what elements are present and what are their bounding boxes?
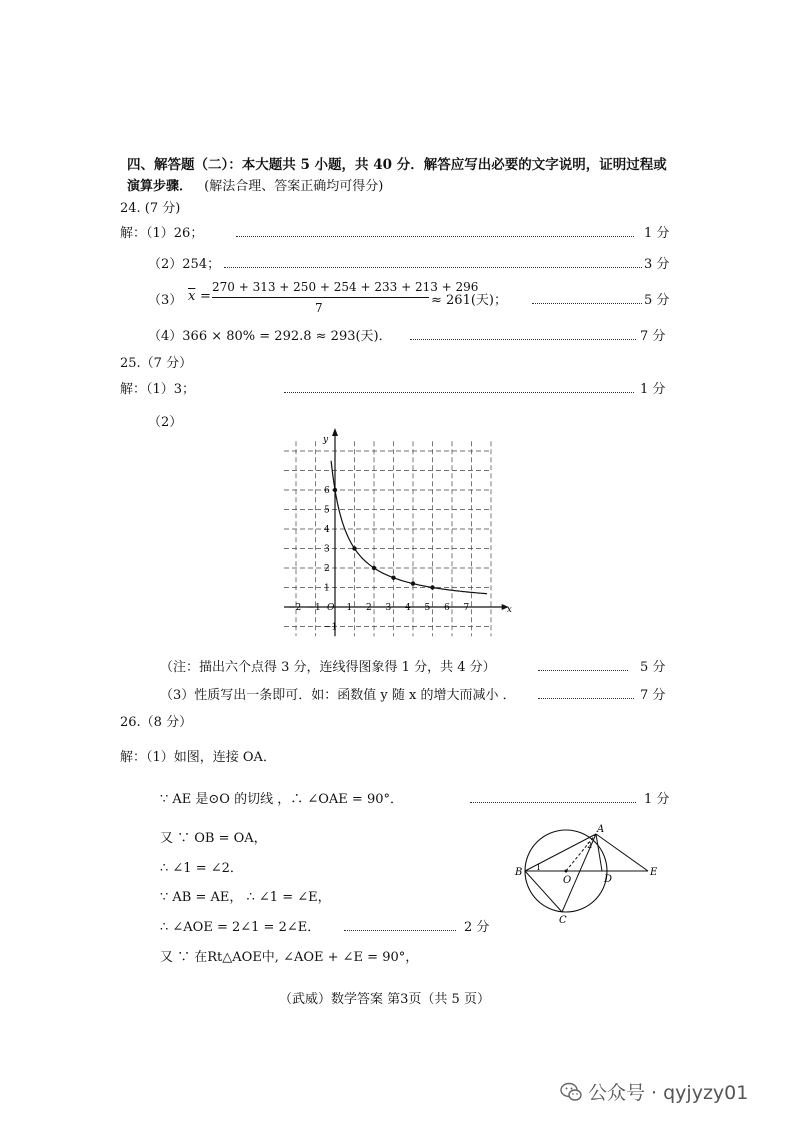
q25-part3-score: 7 分 bbox=[640, 688, 666, 703]
x-tick-label: −1 bbox=[307, 603, 321, 613]
x-tick-label: −2 bbox=[288, 603, 302, 613]
label-a: A bbox=[597, 824, 605, 835]
page-footer: （武威）数学答案 第3页（共 5 页） bbox=[279, 992, 490, 1007]
q25-note: （注：描出六个点得 3 分，连线得图象得 1 分，共 4 分） bbox=[160, 660, 496, 675]
q24-part4-score: 7 分 bbox=[640, 329, 666, 344]
x-tick-label: O bbox=[327, 603, 335, 613]
q26-line2: ∵ AE 是⊙O 的切线 ，∴ ∠OAE = 90°． bbox=[160, 792, 403, 807]
y-tick-label: 3 bbox=[324, 544, 330, 555]
data-point bbox=[411, 581, 415, 585]
q25-part1-score: 1 分 bbox=[640, 382, 666, 397]
x-tick-label: 5 bbox=[424, 603, 431, 613]
wechat-icon bbox=[560, 1082, 582, 1102]
x-tick-label: 2 bbox=[366, 603, 372, 613]
line-ad bbox=[596, 834, 602, 871]
x-tick-label: 1 bbox=[346, 603, 353, 613]
q24-fraction-bar bbox=[212, 297, 429, 298]
data-point bbox=[333, 488, 337, 492]
data-point bbox=[352, 546, 356, 550]
q24-part2-score: 3 分 bbox=[644, 257, 670, 272]
q24-part4: （4）366 × 80% = 292.8 ≈ 293(天)． bbox=[148, 329, 392, 344]
q25-part2-label: （2） bbox=[148, 415, 183, 430]
q24-part2: （2）254； bbox=[148, 257, 221, 272]
label-e: E bbox=[650, 867, 658, 878]
q26-line6: ∴ ∠AOE = 2∠1 = 2∠E． bbox=[160, 920, 321, 935]
x-axis-label: x bbox=[506, 605, 512, 615]
q24-result: ≈ 261(天)； bbox=[431, 293, 507, 308]
q24-part1: 解：（1）26； bbox=[120, 226, 204, 241]
q24-part3-label: （3） bbox=[148, 293, 183, 308]
q24-part4-leader bbox=[410, 339, 636, 340]
x-tick-label: 4 bbox=[405, 603, 411, 613]
line-oa-dashed bbox=[566, 834, 596, 871]
q26-line5: ∵ AB = AE， ∴ ∠1 = ∠E， bbox=[160, 890, 331, 905]
q24-mean-symbol: $\overline{x}$ bbox=[188, 289, 196, 304]
center-dot bbox=[565, 870, 568, 873]
function-graph bbox=[270, 425, 512, 643]
q25-part3-leader bbox=[538, 698, 634, 699]
x-tick-label: 3 bbox=[385, 603, 392, 613]
q25-part1-leader bbox=[284, 392, 634, 393]
section-heading-note: (解法合理、答案正确均可得分) bbox=[204, 179, 384, 194]
label-angle-2: 2 bbox=[587, 841, 593, 850]
q24-equals: = bbox=[200, 289, 211, 304]
circle-tangent-figure bbox=[510, 820, 670, 925]
q25-note-score: 5 分 bbox=[640, 660, 666, 675]
q24-title: 24. (7 分) bbox=[120, 201, 181, 216]
data-point bbox=[372, 566, 376, 570]
data-point bbox=[430, 585, 434, 589]
q26-line6-score: 2 分 bbox=[464, 920, 490, 935]
q26-line2-leader bbox=[470, 802, 636, 803]
q25-part1: 解：（1）3； bbox=[120, 382, 196, 397]
y-tick-label: 1 bbox=[324, 583, 330, 594]
q25-part3: （3）性质写出一条即可．如：函数值 y 随 x 的增大而减小 ． bbox=[160, 688, 516, 703]
watermark bbox=[560, 1078, 748, 1105]
q26-title: 26.（8 分） bbox=[120, 715, 193, 730]
label-o: O bbox=[563, 875, 572, 886]
q26-line4: ∴ ∠1 = ∠2． bbox=[160, 861, 243, 876]
label-angle-1: 1 bbox=[536, 863, 542, 872]
q24-part1-leader bbox=[236, 236, 634, 237]
q26-line1: 解：（1）如图，连接 OA． bbox=[120, 750, 276, 765]
q26-line6-leader bbox=[344, 930, 456, 931]
y-tick-label: 2 bbox=[324, 564, 330, 574]
line-ae bbox=[596, 834, 648, 871]
q24-part3-score: 5 分 bbox=[644, 293, 670, 308]
q26-line3: 又 ∵ OB = OA， bbox=[160, 831, 267, 846]
q24-part1-score: 1 分 bbox=[644, 226, 670, 241]
label-c: C bbox=[559, 915, 567, 926]
section-heading-line2 bbox=[127, 175, 383, 194]
q24-part3-leader bbox=[532, 303, 642, 304]
q26-line7: 又 ∵ 在Rt△AOE中, ∠AOE + ∠E = 90°， bbox=[160, 950, 419, 965]
y-axis-label: y bbox=[323, 435, 329, 445]
y-tick-label: 5 bbox=[324, 505, 330, 516]
x-tick-label: 7 bbox=[463, 603, 470, 613]
label-d: D bbox=[604, 874, 613, 885]
q24-part2-leader bbox=[224, 267, 642, 268]
section-heading: 四、解答题（二）：本大题共 5 小题，共 40 分．解答应写出必要的文字说明，证明过程或 bbox=[127, 157, 667, 173]
x-tick-label: 6 bbox=[444, 603, 450, 613]
y-tick-label: 6 bbox=[324, 486, 330, 496]
label-b: B bbox=[515, 867, 523, 878]
data-point bbox=[391, 576, 395, 580]
q24-denominator: 7 bbox=[315, 301, 323, 315]
q25-note-leader bbox=[538, 670, 628, 671]
y-tick-label: 4 bbox=[324, 525, 330, 535]
y-tick-label: −1 bbox=[324, 622, 338, 633]
watermark-text: 公众号 · qyjyzy01 bbox=[588, 1082, 749, 1104]
q24-numerator: 270 + 313 + 250 + 254 + 233 + 213 + 296 bbox=[212, 280, 479, 294]
y-axis-arrow bbox=[332, 428, 338, 436]
q26-line2-score: 1 分 bbox=[644, 792, 670, 807]
section-heading-bold2: 演算步骤． bbox=[127, 179, 193, 194]
q25-title: 25.（7 分） bbox=[120, 356, 193, 371]
